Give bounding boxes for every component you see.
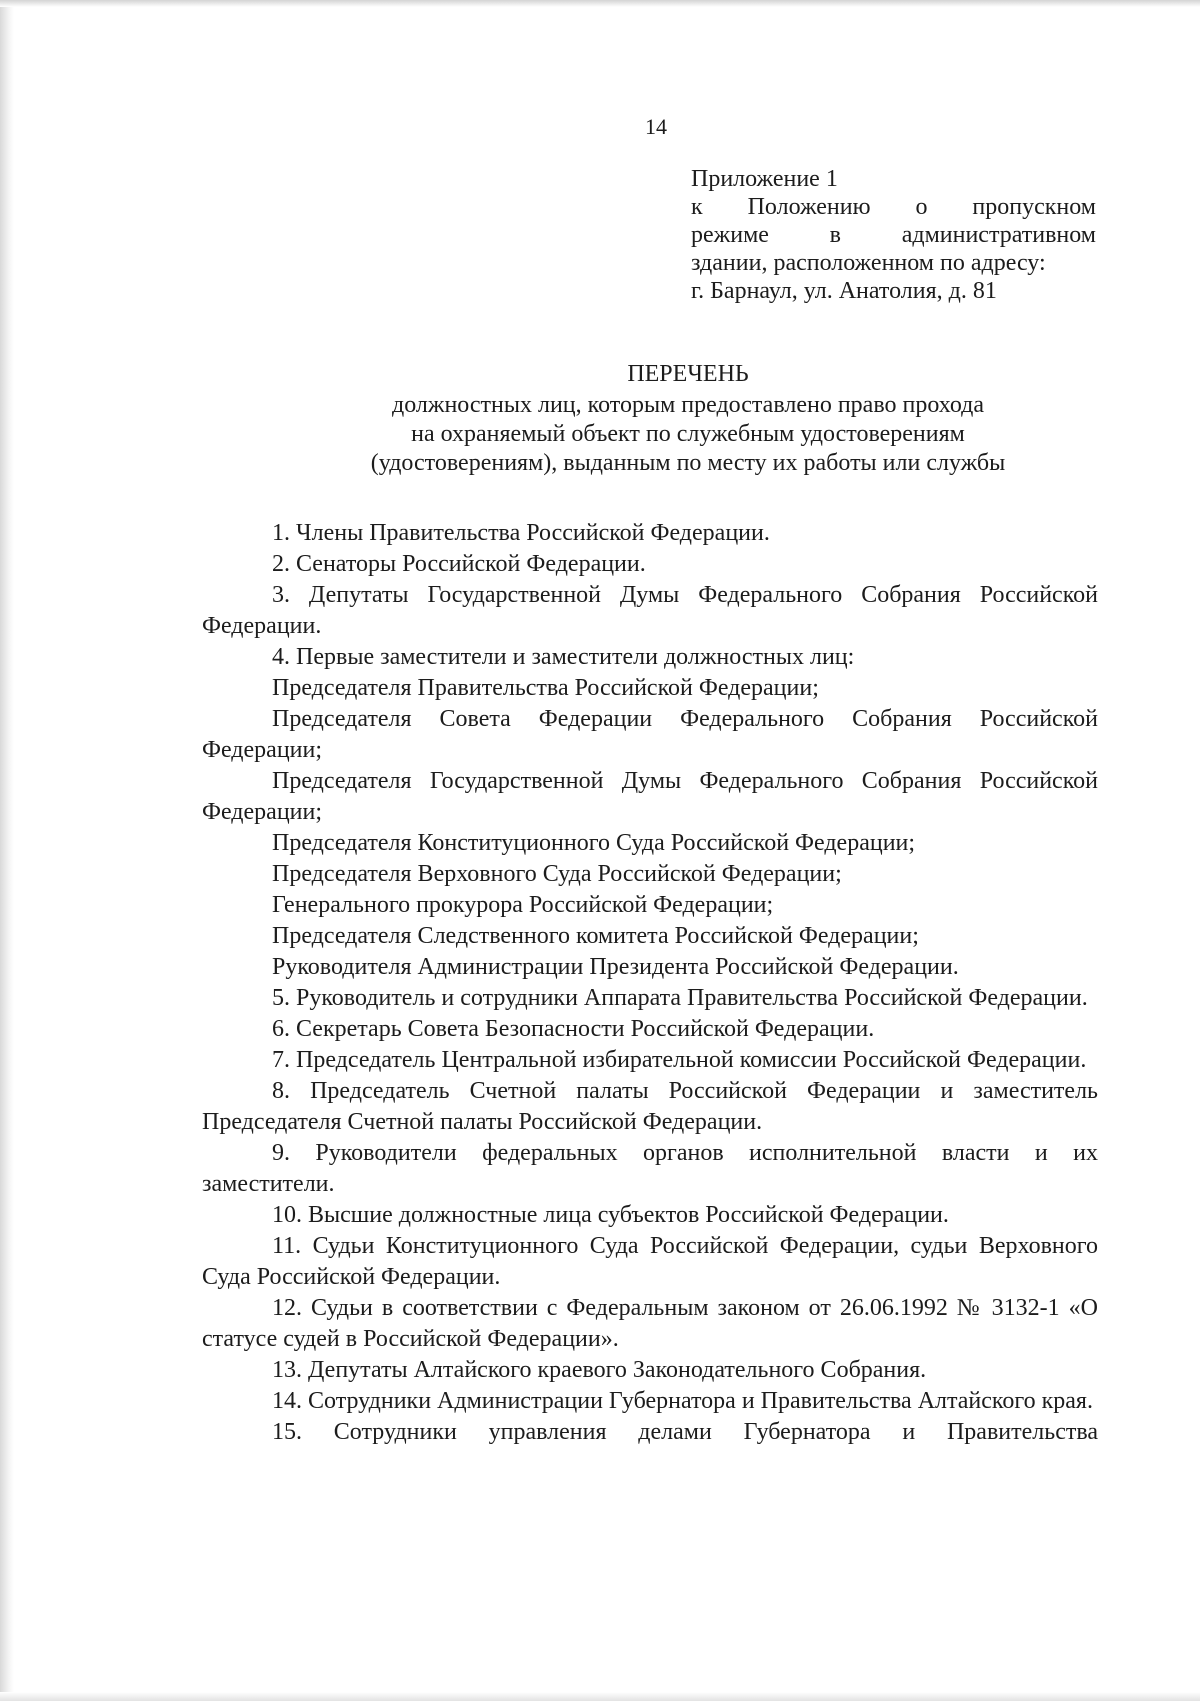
list-item: 12. Судьи в соответствии с Федеральным законом от 26.06.1992 № 3132-1 «О статусе судей в Российской Федерации». (202, 1295, 1098, 1352)
list-subitem: Руководителя Администрации Президента Российской Федерации. (272, 954, 959, 980)
list-item: 7. Председатель Центральной избирательной комиссии Российской Федерации. (272, 1047, 1087, 1073)
list-subitem: Генерального прокурора Российской Федерации; (272, 892, 774, 918)
list-item: 3. Депутаты Государственной Думы Федерального Собрания Российской Федерации. (202, 582, 1098, 639)
document-subtitle: должностных лиц, которым предоставлено право прохода (391, 392, 984, 418)
list-subitem: Председателя Правительства Российской Федерации; (272, 675, 819, 701)
appendix-line: г. Барнаул, ул. Анатолия, д. 81 (691, 278, 997, 304)
positions-list (202, 518, 1098, 1448)
list-item: 15. Сотрудники управления делами Губернатора и Правительства (272, 1419, 1098, 1445)
list-item: 9. Руководители федеральных органов исполнительной власти и их заместители. (202, 1140, 1098, 1197)
appendix-reference (691, 165, 1096, 305)
list-subitem: Председателя Следственного комитета Российской Федерации; (272, 923, 919, 949)
list-item: 4. Первые заместители и заместители должностных лиц: (272, 644, 855, 670)
list-subitem: Председателя Конституционного Суда Российской Федерации; (272, 830, 916, 856)
list-item: 6. Секретарь Совета Безопасности Российской Федерации. (272, 1016, 875, 1042)
list-item: 2. Сенаторы Российской Федерации. (272, 551, 646, 577)
page-number: 14 (645, 114, 667, 139)
document-subtitle: на охраняемый объект по служебным удостоверениям (411, 421, 965, 447)
list-item: 14. Сотрудники Администрации Губернатора и Правительства Алтайского края. (272, 1388, 1093, 1414)
list-subitem: Председателя Верховного Суда Российской Федерации; (272, 861, 842, 887)
list-subitem: Председателя Совета Федерации Федерального Собрания Российской Федерации; (202, 706, 1098, 763)
document-title: ПЕРЕЧЕНЬ (627, 361, 749, 387)
document-subtitle: (удостоверениям), выданным по месту их работы или службы (370, 450, 1006, 476)
list-item: 1. Члены Правительства Российской Федерации. (272, 520, 770, 546)
list-item: 5. Руководитель и сотрудники Аппарата Правительства Российской Федерации. (272, 985, 1088, 1011)
scan-shadow-left (0, 0, 14, 1701)
appendix-line: здании, расположенном по адресу: (691, 250, 1046, 276)
list-item: 10. Высшие должностные лица субъектов Российской Федерации. (272, 1202, 949, 1228)
list-subitem: Председателя Государственной Думы Федерального Собрания Российской Федерации; (202, 768, 1098, 825)
document-heading (200, 360, 1176, 478)
list-item: 13. Депутаты Алтайского краевого Законодательного Собрания. (272, 1357, 927, 1383)
appendix-line: к Положению о пропускном (691, 194, 1096, 220)
scan-shadow-top (0, 0, 1200, 7)
appendix-title: Приложение 1 (691, 166, 838, 192)
list-item: 8. Председатель Счетной палаты Российской Федерации и заместитель Председателя Счетной палаты Российской Федерации. (202, 1078, 1098, 1135)
appendix-line: режиме в административном (691, 222, 1096, 248)
list-item: 11. Судьи Конституционного Суда Российской Федерации, судьи Верховного Суда Российской Федерации. (202, 1233, 1098, 1290)
scan-shadow-bottom (0, 1692, 1200, 1701)
